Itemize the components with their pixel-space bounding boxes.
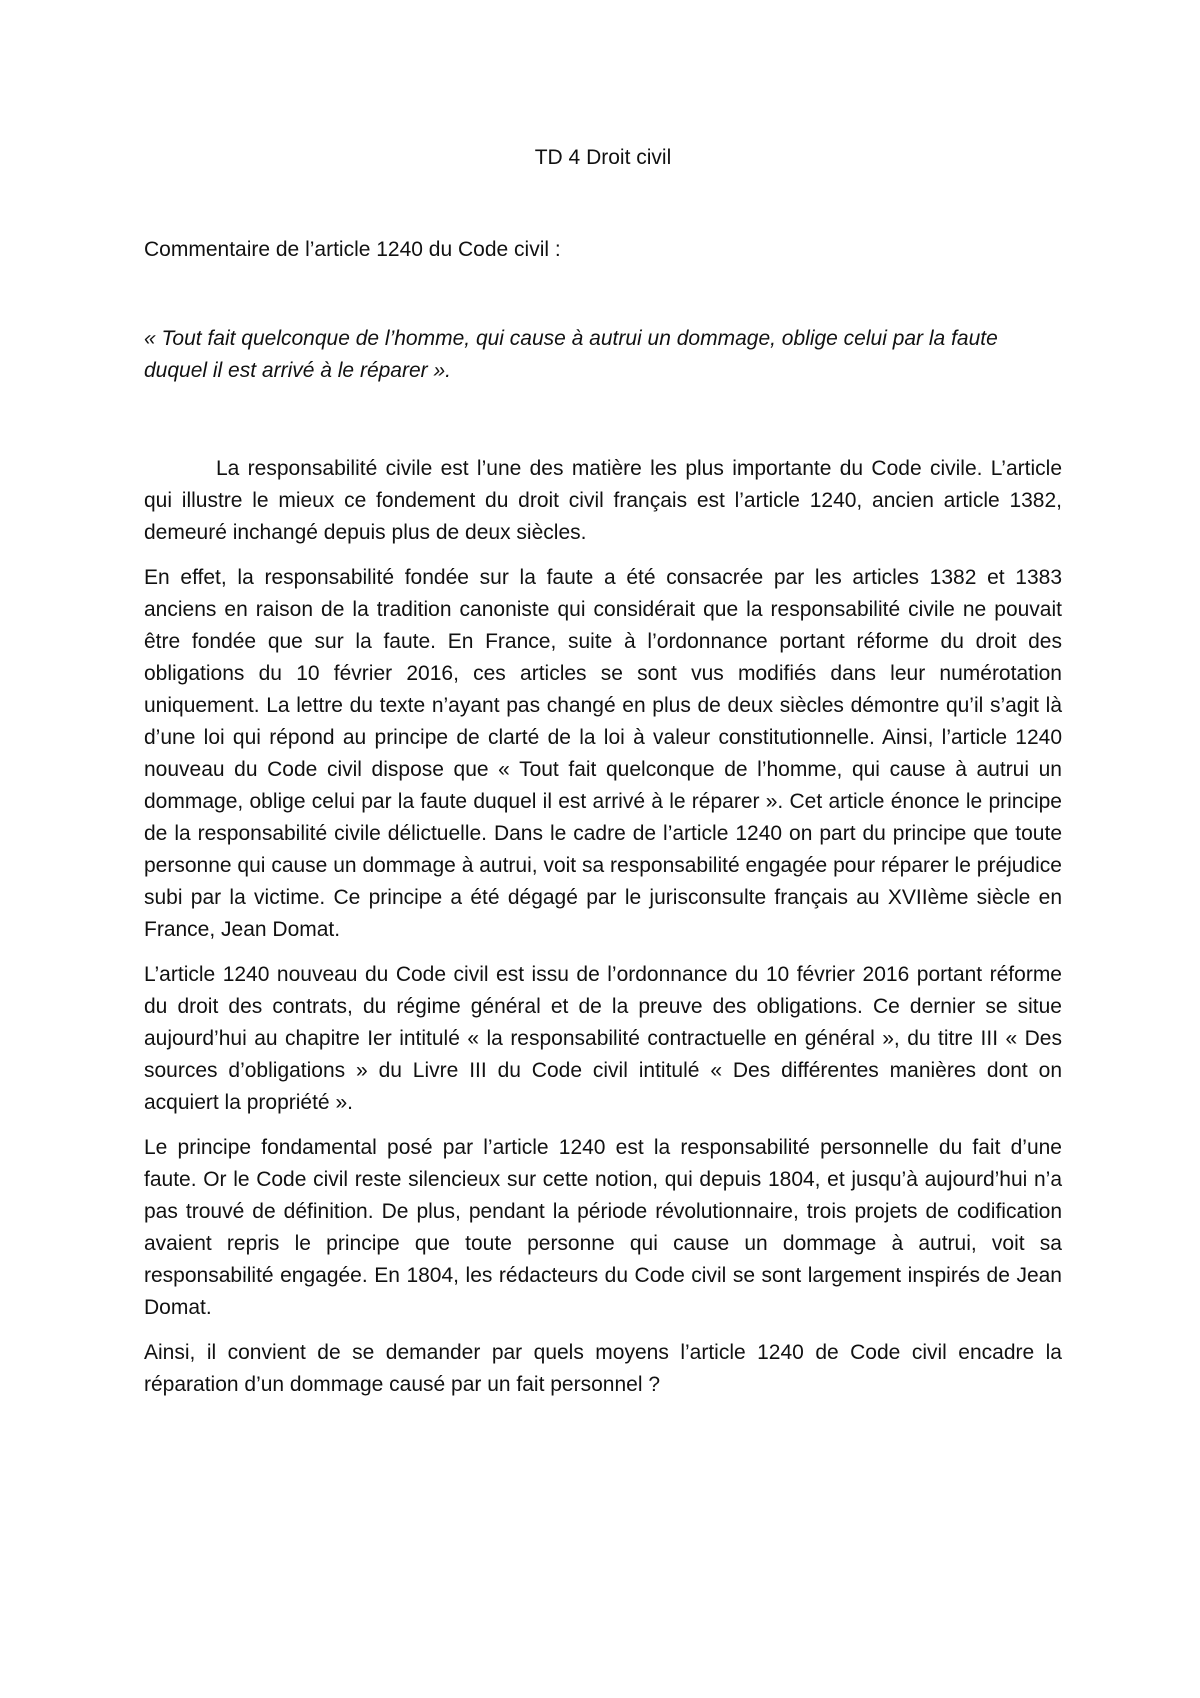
article-quote: « Tout fait quelconque de l’homme, qui cause à autrui un dommage, oblige celui par la faute duquel il est arrivé à le réparer ».: [144, 327, 998, 382]
document-title: TD 4 Droit civil: [534, 146, 672, 169]
document-subtitle: Commentaire de l’article 1240 du Code civil :: [144, 238, 561, 261]
paragraph-question: Ainsi, il convient de se demander par quels moyens l’article 1240 de Code civil encadre la réparation d’un dommage causé par un fait personnel ?: [144, 1341, 1062, 1396]
paragraph-intro: La responsabilité civile est l’une des matière les plus importante du Code civile. L’article qui illustre le mieux ce fondement du droit civil français est l’article 1240, ancien article 1382, demeuré inchangé depuis plus de deux siècles.: [144, 457, 1062, 544]
document-body: [144, 144, 1062, 1401]
paragraph-principle: Le principe fondamental posé par l’article 1240 est la responsabilité personnelle du fait d’une faute. Or le Code civil reste silencieux sur cette notion, qui depuis 1804, et jusqu’à aujourd’hui n’a pas trouvé de définition. De plus, pendant la période révolutionnaire, trois projets de codification avaient repris le principe que toute personne qui cause un dommage à autrui, voit sa responsabilité engagée. En 1804, les rédacteurs du Code civil se sont largement inspirés de Jean Domat.: [144, 1136, 1062, 1319]
paragraph-origin: L’article 1240 nouveau du Code civil est issu de l’ordonnance du 10 février 2016 portant réforme du droit des contrats, du régime général et de la preuve des obligations. Ce dernier se situe aujourd’hui au chapitre Ier intitulé « la responsabilité contractuelle en général », du titre III « Des sources d’obligations » du Livre III du Code civil intitulé « Des différentes manières dont on acquiert la propriété ».: [144, 963, 1062, 1114]
paragraph-history: En effet, la responsabilité fondée sur la faute a été consacrée par les articles 1382 et 1383 anciens en raison de la tradition canoniste qui considérait que la responsabilité civile ne pouvait être fondée que sur la faute. En France, suite à l’ordonnance portant réforme du droit des obligations du 10 février 2016, ces articles se sont vus modifiés dans leur numérotation uniquement. La lettre du texte n’ayant pas changé en plus de deux siècles démontre qu’il s’agit là d’une loi qui répond au principe de clarté de la loi à valeur constitutionnelle. Ainsi, l’article 1240 nouveau du Code civil dispose que « Tout fait quelconque de l’homme, qui cause à autrui un dommage, oblige celui par la faute duquel il est arrivé à le réparer ». Cet article énonce le principe de la responsabilité civile délictuelle. Dans le cadre de l’article 1240 on part du principe que toute personne qui cause un dommage à autrui, voit sa responsabilité engagée pour réparer le préjudice subi par la victime. Ce principe a été dégagé par le jurisconsulte français au XVIIème siècle en France, Jean Domat.: [144, 566, 1062, 941]
